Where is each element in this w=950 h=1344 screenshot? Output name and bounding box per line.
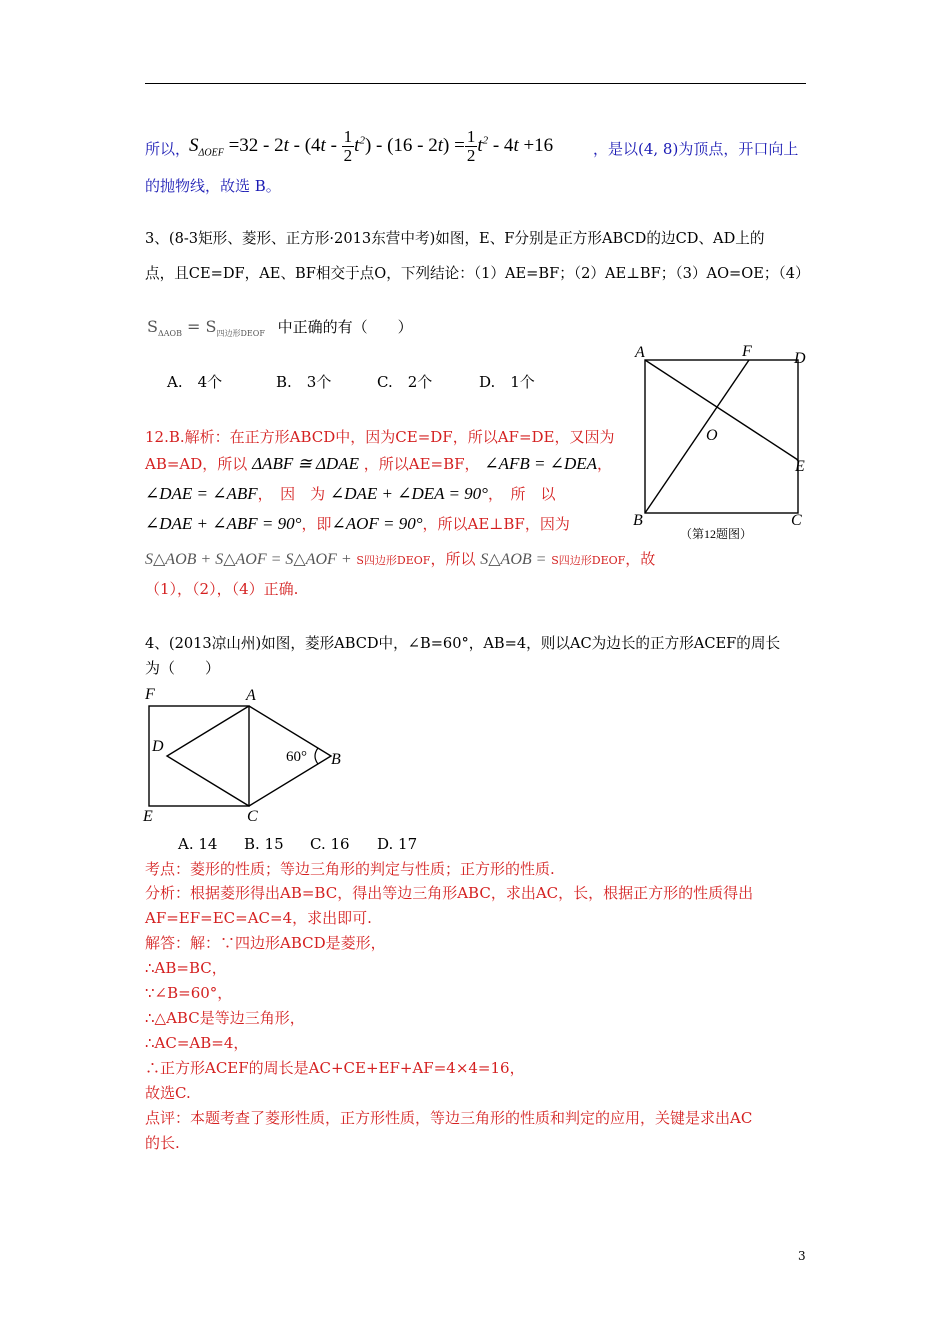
figure-caption: （第12题图） xyxy=(680,527,753,541)
q4-figure xyxy=(140,684,360,826)
square-acef xyxy=(149,706,249,806)
q4-analysis-1: 分析：根据菱形得出AB=BC，得出等边三角形ABC，求出AC，长，根据正方形的性质得出 xyxy=(145,884,754,902)
q4-analysis-5: ∵∠B=60°， xyxy=(145,984,233,1002)
q4-analysis-0: 考点：菱形的性质；等边三角形的判定与性质；正方形的性质. xyxy=(145,860,555,878)
sol-l5s2: S四边形DEOF xyxy=(551,554,626,567)
q4-line1: 4、(2013凉山州)如图，菱形ABCD中，∠B=60°，AB=4，则以AC为边长的正方形ACEF的周长 xyxy=(145,635,781,652)
angle-arc xyxy=(315,748,318,764)
q3-option-b: B. 3个 xyxy=(276,373,332,391)
label-f: F xyxy=(742,343,752,360)
sol-line6: （1），（2），（4）正确. xyxy=(145,580,299,598)
sol-l4b: ，所以AE⊥BF，因为 xyxy=(422,515,570,533)
q3-figure xyxy=(625,340,825,550)
segment-bf xyxy=(645,360,749,513)
q4-option-c: C. 16 xyxy=(310,835,350,853)
q4-analysis-6: ∴△ABC是等边三角形， xyxy=(145,1009,305,1027)
label-f: F xyxy=(145,686,155,703)
sol-l3m2: ∠DAE + ∠DEA = 90° xyxy=(329,484,488,503)
q3-option-a: A. 4个 xyxy=(167,373,223,391)
page-number: 3 xyxy=(798,1249,806,1263)
intro-formula-line xyxy=(145,137,190,161)
sol-l5s1: S四边形DEOF xyxy=(356,554,431,567)
q4-option-d: D. 17 xyxy=(377,835,418,853)
sol-l3a: ， 因 为 xyxy=(257,485,326,503)
label-c: C xyxy=(247,808,258,825)
q3-option-c: C. 2个 xyxy=(377,373,433,391)
sol-line4 xyxy=(145,512,570,536)
q4-analysis-4: ∴AB=BC， xyxy=(145,959,227,977)
label-a: A xyxy=(246,687,256,704)
sol-l5a: ，所以 xyxy=(430,550,476,568)
sol-l5m: S△AOB + S△AOF = S△AOF + xyxy=(145,551,352,568)
q4-analysis-11: 的长. xyxy=(145,1134,180,1152)
q4-analysis-8: ∴正方形ACEF的周长是AC+CE+EF+AF=4×4=16， xyxy=(145,1059,525,1077)
segment-ae xyxy=(645,360,798,460)
intro-prefix: 所以， xyxy=(145,140,191,158)
label-b: B xyxy=(633,512,643,529)
label-d: D xyxy=(152,738,164,755)
q3-line3-tail: 中正确的有（ ） xyxy=(277,318,413,336)
label-d: D xyxy=(794,350,806,367)
q3-line1: 3、(8-3矩形、菱形、正方形·2013东营中考)如图，E、F分别是正方形ABCD的边CD、AD上的 xyxy=(145,230,765,247)
sol-l5b: ，故 xyxy=(625,550,656,568)
sol-line5 xyxy=(145,547,655,573)
sol-l2m: ΔABF ≅ ΔDAE xyxy=(252,454,359,473)
sol-l2c: ， xyxy=(597,455,613,473)
sol-line1: 12.B.解析：在正方形ABCD中，因为CE=DF，所以AF=DE，又因为 xyxy=(145,428,615,446)
sol-l4m2: ∠AOF = 90° xyxy=(331,514,423,533)
label-e: E xyxy=(795,458,805,475)
q4-analysis-7: ∴AC=AB=4， xyxy=(145,1034,249,1052)
q4-option-b: B. 15 xyxy=(244,835,284,853)
intro-suffix: ，是以(4, 8)为顶点，开口向上 xyxy=(593,140,799,158)
sol-l4m: ∠DAE + ∠ABF = 90° xyxy=(145,514,302,533)
sol-l3m: ∠DAE = ∠ABF xyxy=(145,484,258,503)
label-b: B xyxy=(331,751,341,768)
q4-analysis-9: 故选C. xyxy=(145,1084,191,1102)
sol-l5m2: S△AOB = xyxy=(480,551,547,568)
q4-line2: 为（ ） xyxy=(145,659,221,677)
q3-option-d: D. 1个 xyxy=(479,373,535,391)
label-a: A xyxy=(635,344,645,361)
q4-option-a: A. 14 xyxy=(178,835,218,853)
label-o: O xyxy=(706,427,718,444)
label-e: E xyxy=(143,808,153,825)
label-angle: 60° xyxy=(286,749,307,765)
sol-line3 xyxy=(145,482,556,506)
q3-line2: 点，且CE=DF，AE、BF相交于点O，下列结论：（1）AE=BF；（2）AE⊥BF；（3）AO=OE；（4） xyxy=(145,265,810,282)
sol-l4a: ，即 xyxy=(301,515,332,533)
sol-l3b: ， 所 以 xyxy=(487,485,556,503)
q4-analysis-10: 点评：本题考查了菱形性质，正方形性质，等边三角形的性质和判定的应用，关键是求出AC xyxy=(145,1109,753,1127)
header-rule xyxy=(145,83,806,84)
label-c: C xyxy=(791,512,802,529)
sol-l2a: AB=AD，所以 xyxy=(145,455,248,473)
q4-analysis-2: AF=EF=EC=AC=4，求出即可. xyxy=(145,909,372,927)
intro-formula: $S_{\Delta OEF} =32 - 2t - (4t$ - $\frac{1}{2}$ $t^2) - (16 - 2t)$ = $\frac{1}{2}$ $t^2 - 4t +16$ xyxy=(189,127,554,165)
q3-condition: $S_{\Delta AOB} = S_{四边形DEOF}$ 中正确的有（ ） xyxy=(147,317,413,339)
sol-l2m2: ∠AFB = ∠DEA xyxy=(484,454,598,473)
q4-analysis-3: 解答：解：∵四边形ABCD是菱形， xyxy=(145,934,386,952)
intro-line2: 的抛物线，故选 B。 xyxy=(145,177,281,195)
square-abcd xyxy=(645,360,798,513)
sol-line2 xyxy=(145,452,612,476)
sol-l2b: ，所以AE=BF， xyxy=(363,455,480,473)
